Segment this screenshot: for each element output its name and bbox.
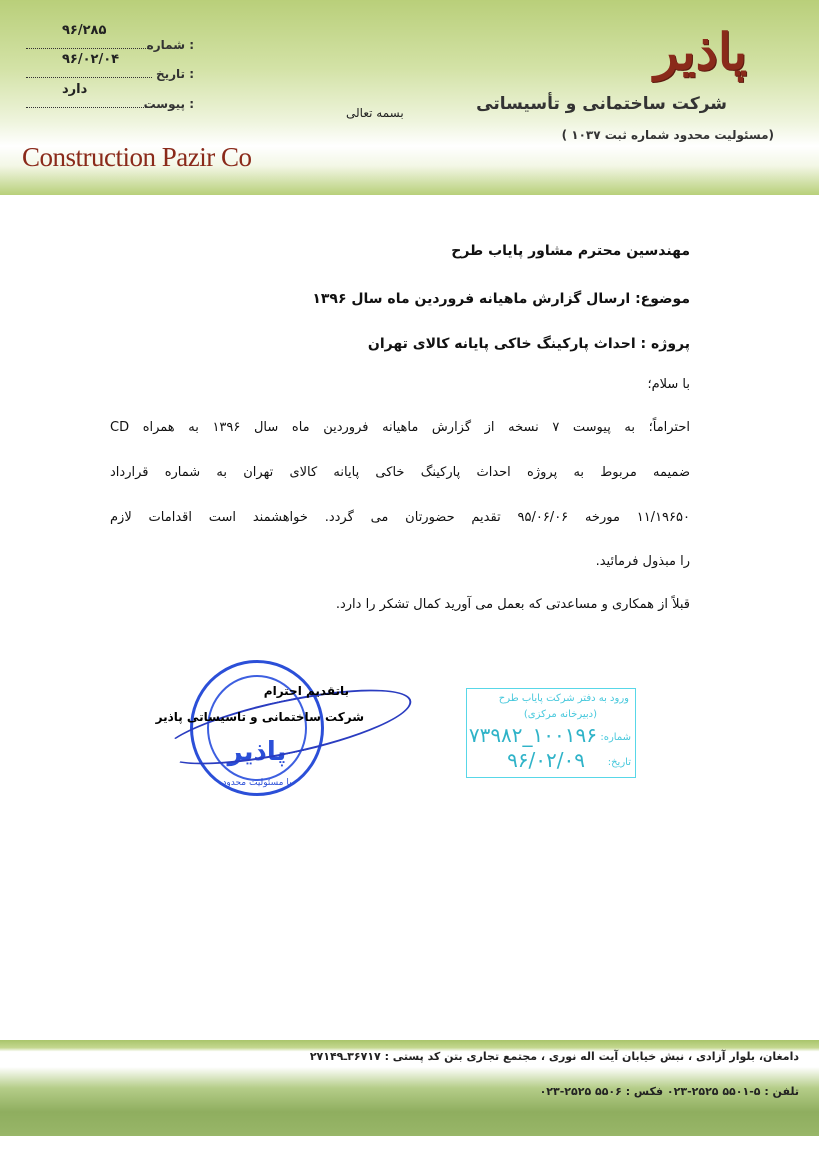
seal-logo-text: پاذیر <box>227 737 287 767</box>
body-line: را مبذول فرمائید. <box>595 554 690 569</box>
letter-number-label: شماره : <box>146 38 194 52</box>
dotted-line <box>26 77 152 78</box>
greeting: با سلام؛ <box>647 377 690 392</box>
body-line: احتراماً؛ به پیوست ۷ نسخه از گزارش ماهیانه فروردین ماه سال ۱۳۹۶ به همراه CD <box>110 420 691 435</box>
dotted-line <box>26 48 152 49</box>
recipient: مهندسین محترم مشاور پایاب طرح <box>451 243 690 259</box>
subject: موضوع: ارسال گزارش ماهیانه فروردین ماه سال ۱۳۹۶ <box>312 291 690 307</box>
letter-date-value: ۹۶/۰۲/۰۴ <box>62 52 120 67</box>
received-date-label: تاریخ: <box>607 757 631 768</box>
letter-number-value: ۹۶/۲۸۵ <box>62 23 107 38</box>
company-logo-fa: پاذیر <box>654 22 747 81</box>
dotted-line <box>26 107 152 108</box>
received-number-label: شماره: <box>600 732 631 743</box>
seal-ring-text: با مسئولیت محدود <box>222 778 292 788</box>
bismillah: بسمه تعالی <box>346 106 404 120</box>
attachment-label: پیوست : <box>143 97 194 111</box>
closing: باتقدیم احترام <box>263 684 349 698</box>
footer-phone-fax: تلفن : ۵-۵۵۰۱ ۲۵۲۵-۰۲۳ فکس : ۵۵۰۶ ۲۵۲۵-۰۲۳ <box>539 1085 799 1098</box>
received-number-value: ۱۰۰۱۹۶_۷۳۹۸۲ <box>468 723 597 747</box>
attachment-value: دارد <box>62 82 88 97</box>
company-logo-en: Construction Pazir Co <box>22 142 252 172</box>
body-line: ضمیمه مربوط به پروژه احداث پارکینگ خاکی پایانه کالای تهران به شماره قرارداد <box>110 465 690 480</box>
letter-date-field <box>26 52 194 81</box>
footer-address: دامغان، بلوار آزادی ، نبش خیابان آیت اله نوری ، مجتمع تجاری بتن کد پستی : ۳۶۷۱۷ـ۲۷۱۴۹ <box>309 1050 799 1063</box>
received-stamp-title: ورود به دفتر شرکت پایاب طرح <box>498 693 629 704</box>
company-registration: (مسئولیت محدود شماره ثبت ۱۰۳۷ ) <box>561 128 774 142</box>
signatory: شرکت ساختمانی و تاسیساتی پاذیر <box>155 710 364 724</box>
company-name-fa: شرکت ساختمانی و تأسیساتی <box>476 94 727 114</box>
body-line: ۱۱/۱۹۶۵۰ مورخه ۹۵/۰۶/۰۶ تقدیم حضورتان می گردد. خواهشمند است اقدامات لازم <box>110 510 690 525</box>
project: پروژه : احداث پارکینگ خاکی پایانه کالای تهران <box>367 336 690 352</box>
letter-date-label: تاریخ : <box>155 67 194 81</box>
received-date-value: ۹۶/۰۲/۰۹ <box>507 748 585 772</box>
body-line: قبلاً از همکاری و مساعدتی که بعمل می آورید کمال تشکر را دارد. <box>335 597 690 612</box>
received-stamp <box>466 688 636 778</box>
letter-number-field <box>26 23 194 52</box>
attachment-field <box>26 82 194 111</box>
received-stamp-subtitle: (دبیرخانه مرکزی) <box>523 709 597 720</box>
